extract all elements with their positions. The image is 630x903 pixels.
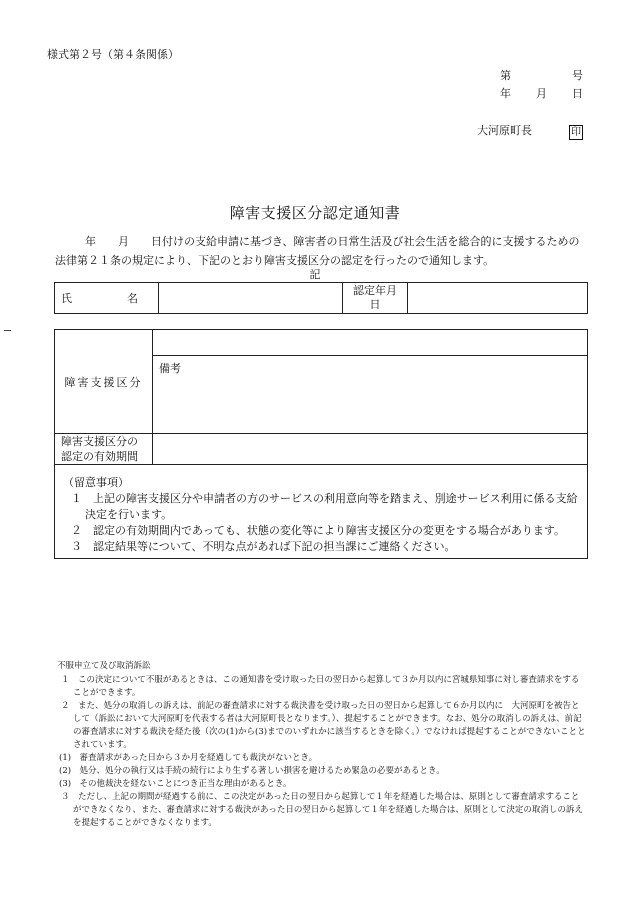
name-value — [159, 283, 343, 314]
certification-date-label-line2: 日 — [369, 298, 381, 311]
note-item-3: ３ 認定結果等について、不明な点があれば下記の担当課にご連絡ください。 — [71, 540, 456, 553]
appeal-paragraph-1: １ この決定について不服があるときは、この通知書を受け取った日の翌日から起算して３か月以内に宮城県知事に対し審査請求をすることができます。 — [61, 675, 580, 698]
appeal-paragraph-2: ２ また、処分の取消しの訴えは、前記の審査請求に対する裁決書を受け取った日の翌日から起算して６か月以内に 大河原町を被告として（訴訟において大河原町を代表する者は大河原町長となります。）、提起することができます。なお、処分の取消しの訴えは、前記の審査請求に対する裁決を経た後（次の(1)から(3)までのいずれかに該当するときを除く。）でなければ提起することができないこととされています。 — [61, 701, 586, 750]
remarks-cell — [153, 356, 588, 434]
number-label-dai: 第 — [500, 69, 511, 82]
validity-label — [55, 434, 153, 465]
intro-paragraph: 年 月 日付けの支給申請に基づき、障害者の日常生活及び社会生活を総合的に支援するための法律第２１条の規定により、下記のとおり障害支援区分の認定を行ったので通知します。 — [55, 235, 580, 267]
issuer-name: 大河原町長 — [477, 124, 532, 137]
note-item-1: １ 上記の障害支援区分や申請者の方のサービスの利用意向等を踏まえ、別途サービス利用に係る支給決定を行います。 — [71, 492, 578, 521]
validity-label-line1: 障害支援区分の — [61, 435, 138, 448]
appeal-heading: 不服申立て及び取消訴訟 — [57, 661, 151, 671]
date-label-month: 月 — [536, 87, 547, 100]
number-label-go: 号 — [572, 69, 583, 82]
certification-date-label-line1: 認定年月 — [353, 284, 397, 297]
notes-heading: （留意事項） — [63, 476, 129, 489]
remarks-label: 備考 — [159, 362, 181, 375]
form-number: 様式第２号（第４条関係） — [47, 48, 179, 61]
certification-date-value — [408, 283, 588, 314]
category-label: 障害支援区分 — [55, 330, 153, 434]
certification-date-label — [343, 283, 408, 314]
appeal-section — [57, 660, 587, 830]
note-item-2: ２ 認定の有効期間内であっても、状態の変化等により障害支援区分の変更をする場合があります。 — [71, 524, 566, 537]
validity-label-line2: 認定の有効期間 — [61, 450, 138, 463]
margin-dash — [4, 330, 11, 331]
notes-cell — [55, 465, 588, 559]
document-title: 障害支援区分認定通知書 — [229, 204, 401, 222]
category-value — [153, 330, 588, 356]
appeal-sub-item-2: (2) 処分、処分の執行又は手続の続行により生ずる著しい損害を避けるため緊急の必要があるとき。 — [59, 766, 445, 776]
ki-mark: 記 — [309, 268, 321, 281]
date-label-day: 日 — [572, 87, 583, 100]
appeal-sub-item-3: (3) その他裁決を経ないことにつき正当な理由があるとき。 — [59, 779, 292, 789]
seal-mark — [569, 120, 583, 140]
classification-table — [54, 329, 588, 559]
appeal-sub-item-1: (1) 審査請求があった日から３か月を経過しても裁決がないとき。 — [59, 753, 318, 763]
appeal-paragraph-3: ３ ただし、上記の期間が経過する前に、この決定があった日の翌日から起算して１年を経過した場合は、原則として審査請求することができなくなり、また、審査請求に対する裁決があった日の翌日から起算して１年を経過した場合は、原則として決定の取消しの訴えを提起することができなくなります。 — [61, 792, 583, 828]
date-label-year: 年 — [500, 87, 511, 100]
seal-text: 印 — [571, 127, 581, 138]
applicant-table — [54, 282, 588, 314]
validity-value — [153, 434, 588, 465]
name-label: 氏 名 — [55, 283, 159, 314]
